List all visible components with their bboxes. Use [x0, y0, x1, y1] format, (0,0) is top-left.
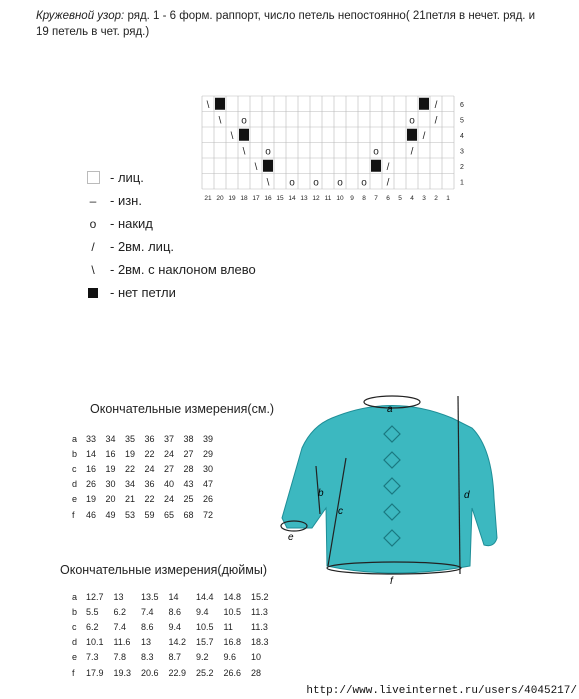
row-label: a: [72, 433, 78, 444]
row-label: f: [72, 667, 75, 678]
chart-symbol: o: [373, 146, 379, 158]
legend-label: - 2вм. с наклоном влево: [110, 262, 256, 277]
row-label: d: [72, 479, 78, 490]
column-number: 3: [422, 195, 426, 202]
legend-item: [86, 258, 256, 281]
sweater-label-b: b: [318, 488, 324, 499]
chart-symbol: /: [386, 177, 390, 189]
table-cell: 11.3: [251, 621, 268, 632]
table-cell: 11: [223, 621, 233, 632]
table-cell: 28: [183, 463, 194, 474]
row-label: e: [72, 652, 78, 663]
column-number: 19: [228, 195, 236, 202]
chart-symbol: /: [434, 99, 438, 111]
table-cell: 20.6: [141, 667, 159, 678]
table-cell: 8.6: [168, 606, 182, 617]
chart-symbol: \: [242, 146, 246, 158]
column-number: 5: [398, 195, 402, 202]
table-cell: 13: [113, 591, 124, 602]
row-number: 6: [460, 101, 464, 109]
legend-label: - накид: [110, 216, 153, 231]
no-stitch-cell: [263, 160, 273, 172]
table-cell: 22: [144, 494, 155, 505]
table-cell: 26: [86, 479, 97, 490]
table-cell: 14.8: [223, 591, 242, 602]
table-cell: 11.6: [113, 637, 131, 648]
inch-table-title: Окончательные измерения(дюймы): [60, 563, 267, 577]
table-cell: 7.8: [113, 652, 127, 663]
source-url: http://www.liveinternet.ru/users/4045217/: [306, 685, 577, 697]
row-label: c: [72, 621, 77, 632]
table-cell: 20: [105, 494, 116, 505]
table-cell: 6.2: [86, 621, 99, 632]
table-cell: 34: [105, 433, 116, 444]
table-cell: 40: [164, 479, 175, 490]
chart-symbol: o: [289, 177, 295, 189]
column-number: 12: [312, 195, 320, 202]
table-cell: 22: [125, 463, 136, 474]
yarn-over-icon: o: [89, 216, 97, 231]
table-cell: 17.9: [86, 667, 104, 678]
table-cell: 47: [203, 479, 214, 490]
table-cell: 10: [251, 652, 262, 663]
table-cell: 33: [86, 433, 97, 444]
legend-item: [86, 281, 256, 304]
chart-symbol: /: [422, 130, 426, 142]
table-cell: 37: [164, 433, 175, 444]
chart-symbol: o: [313, 177, 319, 189]
column-number: 1: [446, 195, 450, 202]
table-cell: 25: [183, 494, 194, 505]
row-number: 2: [460, 163, 464, 171]
table-cell: 15.7: [196, 637, 214, 648]
empty-square-icon: [86, 171, 100, 185]
table-cell: 43: [183, 479, 194, 490]
inch-measurements-table: [72, 589, 279, 680]
table-cell: 59: [144, 509, 155, 520]
chart-symbol: o: [361, 177, 367, 189]
row-number: 1: [460, 179, 464, 187]
table-cell: 10.1: [86, 637, 104, 648]
column-number: 2: [434, 195, 438, 202]
table-cell: 14: [86, 448, 97, 459]
table-cell: 9.6: [223, 652, 237, 663]
table-cell: 24: [144, 463, 155, 474]
chart-symbol: /: [434, 115, 438, 127]
table-cell: 30: [203, 463, 214, 474]
table-cell: 19.3: [113, 667, 132, 678]
table-cell: 13.5: [141, 591, 159, 602]
cm-measurements-table: [72, 431, 223, 522]
row-label: d: [72, 637, 78, 648]
filled-square-icon: [86, 286, 100, 300]
column-number: 4: [410, 195, 414, 202]
chart-symbol: o: [265, 146, 271, 158]
legend-item: [86, 235, 256, 258]
row-label: b: [72, 448, 78, 459]
table-cell: 26: [203, 494, 214, 505]
table-cell: 22: [144, 448, 155, 459]
table-cell: 30: [105, 479, 116, 490]
column-number: 13: [300, 195, 308, 202]
sweater-label-a: a: [387, 404, 393, 415]
table-cell: 18.3: [251, 637, 269, 648]
table-cell: 68: [183, 509, 194, 520]
table-row: [72, 650, 279, 665]
pattern-name: Кружевной узор:: [36, 10, 125, 22]
row-label: e: [72, 494, 78, 505]
column-number: 10: [336, 195, 344, 202]
table-cell: 38: [183, 433, 194, 444]
table-cell: 49: [105, 509, 116, 520]
slash-icon: /: [91, 239, 95, 254]
column-number: 16: [264, 195, 272, 202]
table-cell: 12.7: [86, 591, 104, 602]
table-cell: 46: [86, 509, 97, 520]
table-cell: 10.5: [196, 621, 214, 632]
table-cell: 7.3: [86, 652, 99, 663]
table-cell: 16.8: [223, 637, 242, 648]
row-number: 3: [460, 148, 464, 156]
legend-label: - лиц.: [110, 170, 144, 185]
legend-item: [86, 212, 256, 235]
sweater-diagram: [272, 388, 502, 593]
row-label: b: [72, 606, 78, 617]
table-cell: 9.4: [196, 606, 209, 617]
table-cell: 8.6: [141, 621, 154, 632]
table-row: [72, 477, 223, 492]
table-cell: 24: [164, 448, 175, 459]
table-cell: 11.3: [251, 606, 268, 617]
row-label: a: [72, 591, 78, 602]
column-number: 7: [374, 195, 378, 202]
row-number: 4: [460, 132, 464, 140]
backslash-icon: \: [91, 262, 95, 277]
table-cell: 27: [183, 448, 194, 459]
table-cell: 5.5: [86, 606, 99, 617]
table-cell: 19: [86, 494, 97, 505]
chart-symbol: \: [206, 99, 210, 111]
table-cell: 36: [144, 479, 155, 490]
table-cell: 7.4: [113, 621, 127, 632]
table-row: [72, 446, 223, 461]
row-label: c: [72, 463, 77, 474]
chart-symbol: /: [386, 161, 390, 173]
row-number: 5: [460, 117, 464, 125]
table-row: [72, 492, 223, 507]
table-cell: 19: [125, 448, 136, 459]
table-cell: 16: [105, 448, 116, 459]
no-stitch-cell: [215, 98, 225, 110]
column-number: 17: [252, 195, 260, 202]
table-row: [72, 604, 279, 619]
column-number: 21: [204, 195, 212, 202]
column-number: 11: [324, 195, 332, 202]
column-number: 15: [276, 195, 284, 202]
table-cell: 13: [141, 637, 152, 648]
sweater-label-c: c: [338, 506, 343, 517]
legend-label: - 2вм. лиц.: [110, 239, 174, 254]
table-cell: 14.4: [196, 591, 214, 602]
table-row: [72, 431, 223, 446]
table-cell: 28: [251, 667, 262, 678]
table-cell: 8.7: [168, 652, 182, 663]
pattern-text: ряд. 1 - 6 форм. раппорт, число петель непостоянно( 21петля в нечет. ряд. и 19 петель в чет. ряд.): [36, 10, 536, 38]
symbol-legend: [86, 166, 256, 304]
table-row: [72, 589, 279, 604]
table-cell: 22.9: [168, 667, 187, 678]
sweater-label-d: d: [464, 490, 470, 501]
legend-label: - нет петли: [110, 285, 176, 300]
column-number: 9: [350, 195, 354, 202]
chart-symbol: o: [337, 177, 343, 189]
table-cell: 35: [125, 433, 136, 444]
table-cell: 34: [125, 479, 136, 490]
table-row: [72, 461, 223, 476]
table-row: [72, 635, 279, 650]
table-cell: 7.4: [141, 606, 154, 617]
table-row: [72, 619, 279, 634]
table-cell: 25.2: [196, 667, 214, 678]
no-stitch-cell: [407, 129, 417, 141]
chart-symbol: \: [266, 177, 270, 189]
column-number: 18: [240, 195, 248, 202]
table-cell: 6.2: [113, 606, 127, 617]
no-stitch-cell: [239, 129, 249, 141]
no-stitch-cell: [371, 160, 381, 172]
column-number: 14: [288, 195, 296, 202]
table-cell: 19: [105, 463, 116, 474]
table-cell: 39: [203, 433, 214, 444]
chart-symbol: \: [230, 130, 234, 142]
table-cell: 27: [164, 463, 175, 474]
table-cell: 14: [168, 591, 179, 602]
chart-symbol: o: [241, 115, 247, 127]
table-cell: 26.6: [223, 667, 242, 678]
no-stitch-cell: [419, 98, 429, 110]
chart-symbol: o: [409, 115, 415, 127]
table-cell: 21: [125, 494, 136, 505]
table-cell: 16: [86, 463, 97, 474]
chart-symbol: \: [218, 115, 222, 127]
legend-item: [86, 166, 256, 189]
chart-symbol: \: [254, 161, 258, 173]
chart-symbol: /: [410, 146, 414, 158]
sweater-label-f: f: [390, 576, 393, 587]
table-cell: 24: [164, 494, 175, 505]
table-cell: 29: [203, 448, 214, 459]
table-row: [72, 507, 223, 522]
column-number: 6: [386, 195, 390, 202]
table-cell: 9.4: [168, 621, 182, 632]
table-row: [72, 665, 279, 680]
legend-label: - изн.: [110, 193, 142, 208]
row-label: f: [72, 509, 75, 520]
table-cell: 65: [164, 509, 175, 520]
sweater-illustration: [272, 388, 502, 588]
table-cell: 53: [125, 509, 136, 520]
sweater-label-e: e: [288, 532, 294, 543]
column-number: 8: [362, 195, 366, 202]
dash-icon: –: [89, 193, 97, 208]
cm-table-title: Окончательные измерения(см.): [90, 402, 275, 416]
table-cell: 36: [144, 433, 155, 444]
table-cell: 9.2: [196, 652, 209, 663]
table-cell: 72: [203, 509, 214, 520]
table-cell: 10.5: [223, 606, 242, 617]
legend-item: [86, 189, 256, 212]
pattern-description: [36, 8, 536, 40]
table-cell: 15.2: [251, 591, 269, 602]
table-cell: 14.2: [168, 637, 187, 648]
table-cell: 8.3: [141, 652, 154, 663]
column-number: 20: [216, 195, 224, 202]
